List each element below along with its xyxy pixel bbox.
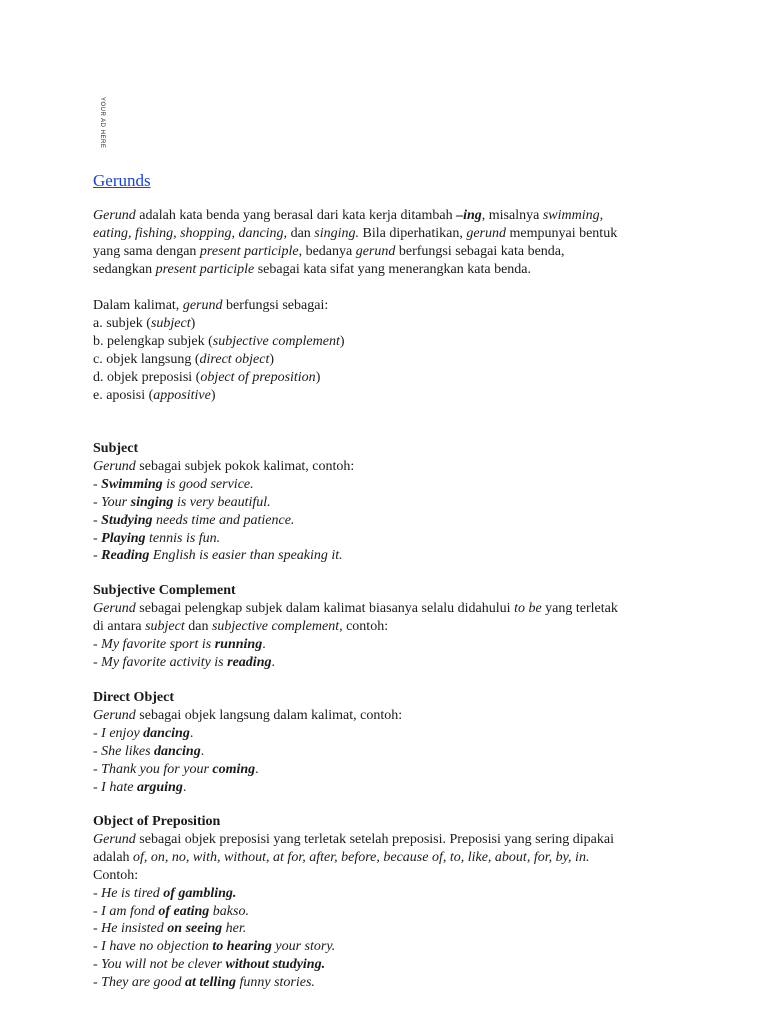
text: dan — [287, 225, 315, 241]
text: a. subjek ( — [93, 315, 151, 331]
example — [93, 636, 683, 654]
text: ) — [339, 333, 345, 349]
example — [93, 654, 683, 672]
text: yang terletak — [541, 600, 618, 616]
term-gerund: Gerund — [93, 831, 136, 847]
text: dan — [184, 618, 212, 634]
example-text: her. — [222, 921, 247, 937]
text: berfungsi sebagai: — [222, 298, 329, 313]
section-subject — [93, 440, 683, 565]
page-title-link[interactable]: Gerunds — [93, 171, 151, 190]
text: ) — [269, 351, 275, 367]
example-text: bakso. — [209, 903, 249, 919]
text: - — [93, 494, 102, 510]
section-lead — [93, 707, 683, 725]
section-lead — [93, 849, 683, 867]
gerund-word: running — [214, 636, 263, 652]
example-text: He insisted — [101, 921, 168, 937]
contoh-label: Contoh: — [93, 867, 139, 883]
gerund-word: coming — [212, 761, 256, 777]
section-direct-object — [93, 689, 683, 796]
example — [93, 903, 683, 921]
example-text: tennis is fun. — [145, 530, 221, 546]
example — [93, 547, 683, 565]
gerund-word: dancing — [154, 743, 201, 759]
gerund-word: singing — [130, 494, 174, 510]
term: object of preposition — [200, 369, 316, 385]
section-lead — [93, 458, 683, 476]
example — [93, 974, 683, 992]
example-text: He is tired — [101, 885, 164, 901]
text: sebagai pelengkap subjek dalam kalimat biasanya selalu didahului — [135, 600, 515, 616]
text: - — [93, 654, 102, 670]
example — [93, 779, 683, 797]
text: di antara — [93, 618, 146, 634]
example — [93, 530, 683, 548]
gerund-word: Swimming — [101, 476, 163, 492]
example-text: I hate — [101, 779, 137, 795]
example-text: Your — [101, 494, 131, 510]
text: b. pelengkap subjek ( — [93, 333, 213, 349]
text: , contoh: — [339, 618, 389, 634]
text: - — [93, 975, 102, 991]
text: yang sama dengan — [93, 243, 200, 259]
text: . — [200, 743, 205, 759]
section-heading: Object of Preposition — [93, 814, 221, 829]
gerund-phrase: on seeing — [167, 921, 223, 937]
term: appositive — [153, 387, 211, 403]
example — [93, 476, 683, 494]
example-text: Thank you for your — [101, 761, 213, 777]
text: adalah kata benda yang berasal dari kata kerja ditambah — [135, 208, 457, 223]
gerund-word: Playing — [101, 530, 146, 546]
term-ing: –ing — [456, 208, 482, 223]
term-gerund: Gerund — [93, 458, 136, 474]
example — [93, 761, 683, 779]
text: sebagai objek langsung dalam kalimat, contoh: — [135, 707, 403, 723]
text: sedangkan — [93, 261, 156, 277]
text: - — [93, 725, 102, 741]
text: mempunyai bentuk — [506, 225, 618, 241]
text: sebagai subjek pokok kalimat, contoh: — [135, 458, 355, 474]
term: subjective complement — [212, 333, 340, 349]
section-heading: Subject — [93, 441, 139, 456]
function-item — [93, 351, 683, 369]
gerund-word: Reading — [101, 548, 150, 564]
functions-list — [93, 297, 683, 404]
example — [93, 725, 683, 743]
gerund-word: dancing — [143, 725, 190, 741]
example — [93, 885, 683, 903]
example-text: She likes — [101, 743, 155, 759]
text: - — [93, 903, 102, 919]
example-text: They are good — [101, 975, 186, 991]
text: ) — [315, 369, 321, 385]
text: - — [93, 939, 102, 955]
text: c. objek langsung ( — [93, 351, 200, 367]
function-item — [93, 315, 683, 333]
text: d. objek preposisi ( — [93, 369, 201, 385]
example-text: is good service. — [162, 476, 254, 492]
gerund-word: Studying — [101, 512, 153, 528]
example-text: I have no objection — [101, 939, 213, 955]
example-text: needs time and patience. — [152, 512, 295, 528]
text: , bedanya — [298, 243, 356, 259]
text: - — [93, 548, 102, 564]
example-text: is very beautiful. — [173, 494, 271, 510]
text: . — [262, 636, 266, 652]
text: sebagai kata sifat yang menerangkan kata benda. — [254, 261, 532, 277]
term: subject — [150, 315, 191, 331]
example — [93, 512, 683, 530]
gerund-word: reading — [227, 654, 272, 670]
text: , misalnya — [481, 208, 543, 223]
example — [93, 743, 683, 761]
example-text: My favorite sport is — [101, 636, 215, 652]
function-item — [93, 387, 683, 405]
gerund-phrase: of gambling. — [163, 885, 237, 901]
text: sebagai objek preposisi yang terletak setelah preposisi. Preposisi yang sering dipakai — [135, 831, 614, 847]
text: - — [93, 512, 102, 528]
text: . — [182, 779, 187, 795]
preposition-list: of, on, no, with, without, at for, after, before, because of, to, like, about, for, by, in. — [133, 849, 590, 865]
text: ) — [190, 315, 196, 331]
functions-lead — [93, 297, 683, 315]
example-text: funny stories. — [235, 975, 315, 991]
example-text: I am fond — [101, 903, 159, 919]
section-lead — [93, 618, 683, 636]
example-word: swimming, — [542, 208, 604, 223]
term-gerund: Gerund — [93, 208, 136, 223]
intro-line — [93, 261, 683, 279]
function-item — [93, 333, 683, 351]
text: - — [93, 636, 102, 652]
term-present-participle: present participle — [199, 243, 299, 259]
intro-line — [93, 207, 683, 225]
gerund-phrase: at telling — [185, 975, 236, 991]
intro-line — [93, 225, 683, 243]
text: - — [93, 885, 102, 901]
text: - — [93, 957, 102, 973]
example-words: eating, fishing, shopping, dancing, — [93, 225, 288, 241]
example — [93, 938, 683, 956]
term-gerund: gerund — [182, 298, 223, 313]
text: - — [93, 761, 102, 777]
term: direct object — [199, 351, 270, 367]
section-heading: Direct Object — [93, 690, 174, 705]
section-lead — [93, 831, 683, 849]
example-text: My favorite activity is — [101, 654, 228, 670]
text: e. aposisi ( — [93, 387, 154, 403]
example-text: You will not be clever — [101, 957, 226, 973]
text: - — [93, 530, 102, 546]
text: Dalam kalimat, — [93, 298, 183, 313]
example — [93, 920, 683, 938]
intro-line — [93, 243, 683, 261]
example-text: I enjoy — [101, 725, 144, 741]
text: berfungsi sebagai kata benda, — [395, 243, 565, 259]
text: . — [255, 761, 259, 777]
gerund-phrase: of eating — [158, 903, 210, 919]
section-lead — [93, 600, 683, 618]
text: - — [93, 743, 102, 759]
gerund-phrase: to hearing — [212, 939, 272, 955]
text: adalah — [93, 849, 134, 865]
text: . — [271, 654, 275, 670]
section-subjective-complement — [93, 582, 683, 672]
text: - — [93, 779, 102, 795]
function-item — [93, 369, 683, 387]
term: subjective complement — [211, 618, 340, 634]
text: ) — [210, 387, 216, 403]
term-gerund: gerund — [466, 225, 506, 241]
ad-placeholder-label: YOUR AD HERE — [98, 97, 105, 149]
term-present-participle: present participle — [155, 261, 255, 277]
term: subject — [145, 618, 185, 634]
text: - — [93, 476, 102, 492]
intro-paragraph — [93, 207, 683, 279]
term-gerund: gerund — [355, 243, 396, 259]
example-word: singing. — [314, 225, 360, 241]
section-heading: Subjective Complement — [93, 583, 236, 598]
text: - — [93, 921, 102, 937]
term: to be — [514, 600, 542, 616]
text: Bila diperhatikan, — [359, 225, 467, 241]
example-text: your story. — [271, 939, 336, 955]
gerund-word: arguing — [136, 779, 183, 795]
term-gerund: Gerund — [93, 600, 136, 616]
example — [93, 494, 683, 512]
text: . — [189, 725, 194, 741]
term-gerund: Gerund — [93, 707, 136, 723]
gerund-phrase: without studying. — [225, 957, 326, 973]
section-object-of-preposition — [93, 813, 683, 992]
example — [93, 956, 683, 974]
example-text: English is easier than speaking it. — [149, 548, 343, 564]
